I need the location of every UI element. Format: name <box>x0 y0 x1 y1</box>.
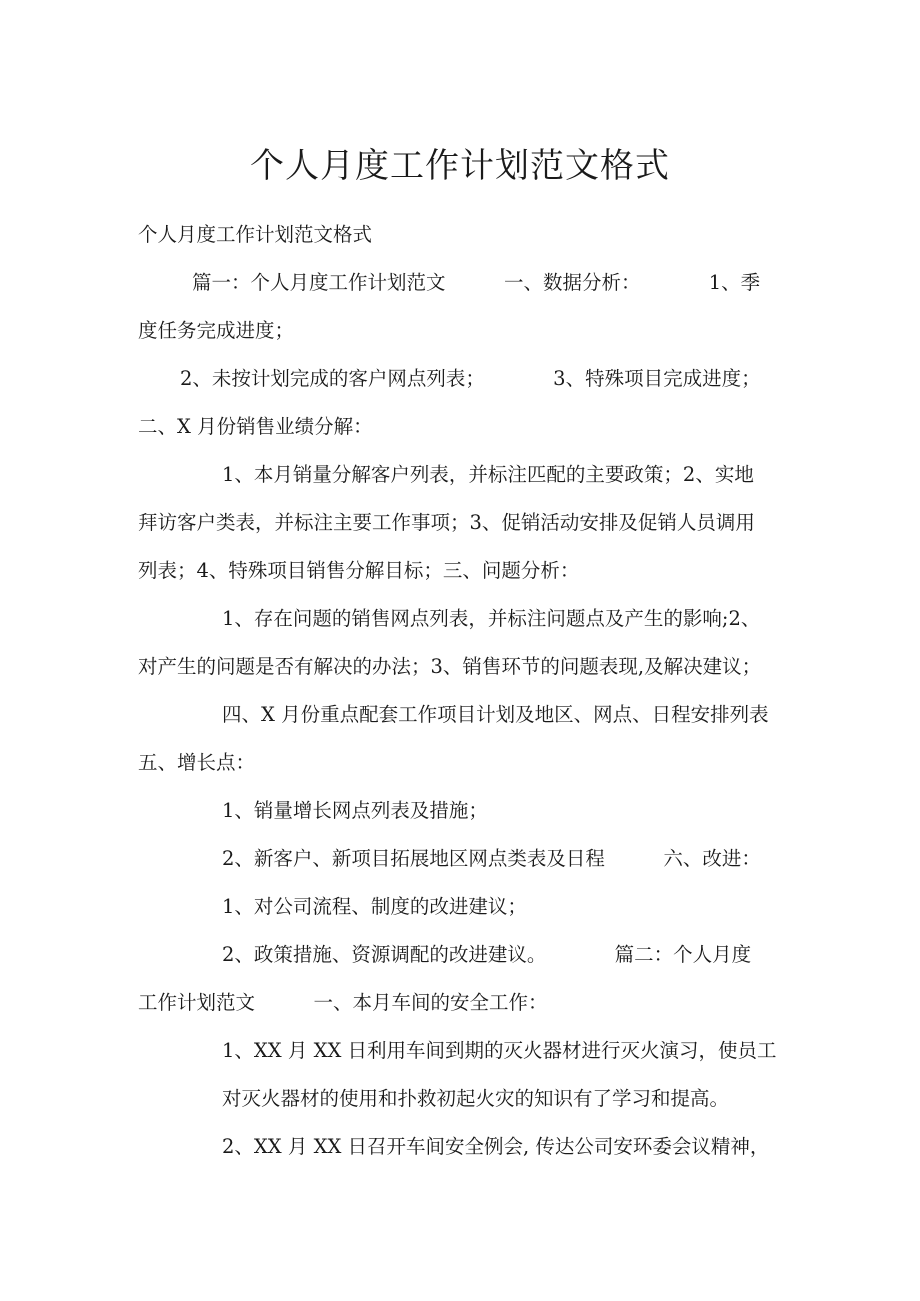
list-item: 1、XX 月 XX 日利用车间到期的灭火器材进行灭火演习，使员工 <box>222 1039 777 1062</box>
paragraph-line: 1、存在问题的销售网点列表，并标注问题点及产生的影响;2、 <box>222 607 761 630</box>
document-subtitle: 个人月度工作计划范文格式 <box>138 223 373 246</box>
paragraph-line: 对灭火器材的使用和扑救初起火灾的知识有了学习和提高。 <box>222 1087 730 1110</box>
list-item: 2、XX 月 XX 日召开车间安全例会, 传达公司安环委会议精神， <box>222 1135 770 1158</box>
list-item: 1、销量增长网点列表及措施； <box>222 799 488 822</box>
paragraph-line: 2、未按计划完成的客户网点列表； 3、特殊项目完成进度； <box>180 367 761 390</box>
paragraph-line: 度任务完成进度； <box>138 319 295 342</box>
list-item: 2、新客户、新项目拓展地区网点类表及日程 六、改进： <box>222 847 761 870</box>
list-item: 1、对公司流程、制度的改进建议； <box>222 895 527 918</box>
section-heading: 二、X 月份销售业绩分解： <box>138 415 373 438</box>
paragraph-line: 1、本月销量分解客户列表，并标注匹配的主要政策；2、实地 <box>222 463 754 486</box>
document-title: 个人月度工作计划范文格式 <box>250 146 670 186</box>
paragraph-line: 列表；4、特殊项目销售分解目标；三、问题分析： <box>138 559 580 582</box>
paragraph-line: 篇一：个人月度工作计划范文 一、数据分析： 1、季 <box>192 271 761 294</box>
section-heading: 四、X 月份重点配套工作项目计划及地区、网点、日程安排列表 <box>222 703 769 726</box>
paragraph-line: 工作计划范文 一、本月车间的安全工作： <box>138 991 548 1014</box>
list-item: 2、政策措施、资源调配的改进建议。 篇二：个人月度 <box>222 943 752 966</box>
paragraph-line: 拜访客户类表，并标注主要工作事项；3、促销活动安排及促销人员调用 <box>138 511 755 534</box>
paragraph-line: 对产生的问题是否有解决的办法；3、销售环节的问题表现,及解决建议； <box>138 655 762 678</box>
section-heading: 五、增长点： <box>138 751 256 774</box>
